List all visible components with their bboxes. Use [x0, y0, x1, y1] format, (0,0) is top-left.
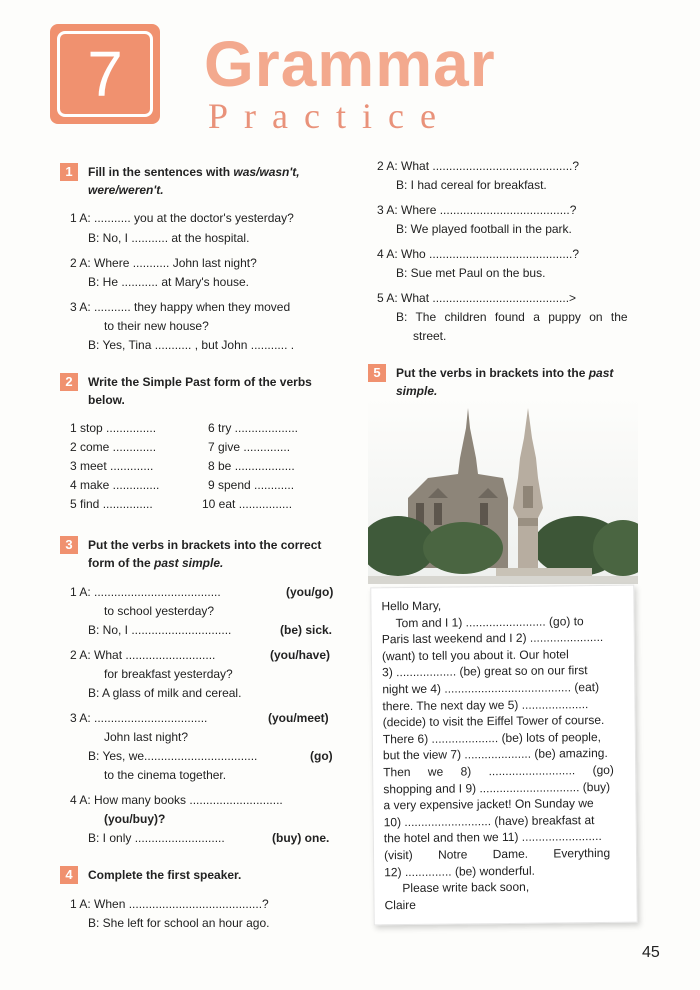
ex3-line: 3 A: ..................................	[70, 711, 208, 725]
ex3-instr-c: past simple.	[154, 556, 224, 570]
letter-line: 12) .............. (be) wonderful.	[384, 863, 536, 879]
letter-body	[381, 596, 622, 914]
exercise-1-instruction	[88, 163, 338, 199]
ex3-line: to the cinema together.	[104, 768, 227, 782]
ex2-item: 3 meet .............	[70, 459, 154, 473]
exercise-2-instruction	[88, 373, 338, 409]
ex3-line: John last night?	[104, 730, 189, 744]
letter-line: a very expensive jacket! On Sunday we	[383, 796, 594, 813]
ex1-instr-c: were/weren't.	[88, 183, 164, 197]
exercise-5-number: 5	[368, 364, 386, 382]
letter-line: (visit) Notre Dame. Everything	[383, 845, 611, 863]
ex3-line: B: A glass of milk and cereal.	[88, 686, 242, 700]
ex1-line: to their new house?	[104, 319, 209, 333]
ex3-line: B: Yes, we..................................	[88, 749, 258, 763]
letter-line: 3) .................. (be) great so on our first	[382, 663, 588, 680]
letter-line: shopping and I 9) .............................. (buy)	[383, 779, 611, 796]
ex3-verb: (you/have)	[270, 648, 331, 662]
letter-greeting: Hello Mary,	[381, 598, 442, 614]
letter-line: 10) .......................... (have) breakfast at	[383, 812, 595, 829]
letter-line: There 6) .................... (be) lots of people,	[382, 729, 601, 747]
ex1-line: 3 A: ........... they happy when they moved	[70, 300, 291, 314]
ex4-line: street.	[413, 329, 447, 343]
page-number: 45	[642, 944, 660, 961]
ex5-instr-c: simple.	[396, 384, 438, 398]
ex1-line: B: No, I ........... at the hospital.	[88, 231, 250, 245]
ex3-line: 4 A: How many books ............................	[70, 793, 283, 807]
exercise-3-number: 3	[60, 536, 78, 554]
exercise-4-instruction: Complete the first speaker.	[88, 868, 242, 882]
letter-line: night we 4) ...................................... (eat)	[382, 679, 600, 697]
ex2-item: 9 spend ............	[208, 478, 295, 492]
ex2-item: 5 find ...............	[70, 497, 153, 511]
ex3-verb: (you/buy)?	[104, 812, 166, 826]
ex1-line: B: He ........... at Mary's house.	[88, 275, 250, 289]
ex2-item: 8 be ..................	[208, 459, 295, 473]
letter-closing: Please write back soon,	[402, 879, 530, 896]
letter-line: Paris last weekend and I 2) ......................	[381, 630, 604, 647]
ex1-line: B: Yes, Tina ........... , but John ........... .	[88, 338, 295, 352]
ex4-line: B: Sue met Paul on the bus.	[396, 266, 546, 280]
ex2-item: 2 come .............	[70, 440, 157, 454]
letter-line: but the view 7) .................... (be) amazing.	[382, 746, 608, 763]
ex4-line: 4 A: Who ...........................................?	[377, 247, 580, 261]
ex3-verb: (you/meet)	[268, 711, 329, 725]
ex5-instr-b: past	[588, 366, 614, 380]
unit-number: 7	[57, 31, 153, 117]
ex2-instr-b: below.	[88, 393, 125, 407]
ex2-item: 6 try ...................	[208, 421, 299, 435]
ex2-instr-a: Write the Simple Past form of the verbs	[88, 375, 312, 389]
ex5-instr-a: Put the verbs in brackets into the	[396, 366, 589, 380]
letter-line: Tom and I 1) ........................ (go) to	[395, 613, 584, 630]
ex1-line: 2 A: Where ........... John last night?	[70, 256, 257, 270]
ex3-verb: (buy) one.	[272, 831, 330, 845]
exercise-4-number: 4	[60, 866, 78, 884]
ex3-line: 2 A: What ...........................	[70, 648, 216, 662]
ex3-line: for breakfast yesterday?	[104, 667, 233, 681]
ex4-line: B: We played football in the park.	[396, 222, 572, 236]
ex1-line: 1 A: ........... you at the doctor's yesterday?	[70, 211, 294, 225]
letter-line: (want) to tell you about it. Our hotel	[381, 647, 569, 664]
letter-line: (decide) to visit the Eiffel Tower of course.	[382, 713, 605, 730]
page-subtitle: Practice	[208, 96, 452, 136]
ex3-line: B: No, I ..............................	[88, 623, 232, 637]
exercise-1-number: 1	[60, 163, 78, 181]
ex1-instr-a: Fill in the sentences with	[88, 165, 234, 179]
ex4-line: B: I had cereal for breakfast.	[396, 178, 547, 192]
ex4-line: 1 A: When ........................................?	[70, 897, 269, 911]
letter-signature: Claire	[384, 897, 416, 912]
exercise-5-instruction	[396, 364, 636, 400]
ex2-item: 4 make ..............	[70, 478, 160, 492]
letter-line: the hotel and then we 11) ........................	[383, 829, 602, 846]
exercise-2-number: 2	[60, 373, 78, 391]
ex3-line: 1 A: ......................................	[70, 585, 221, 599]
unit-number-badge	[50, 24, 160, 124]
ex3-line: B: I only ...........................	[88, 831, 225, 845]
ex1-instr-b: was/wasn't,	[233, 165, 300, 179]
ex4-line: 3 A: Where .......................................?	[377, 203, 577, 217]
ex3-verb: (you/go)	[286, 585, 334, 599]
ex3-verb: (go)	[310, 749, 333, 763]
page-title: Grammar	[204, 28, 496, 100]
exercise-3-instruction	[88, 536, 348, 572]
letter-line: Then we 8) .......................... (go)	[383, 762, 614, 780]
ex2-item: 1 stop ...............	[70, 421, 157, 435]
ex4-line: 2 A: What ..........................................?	[377, 159, 580, 173]
ex3-instr-b: form of the	[88, 556, 154, 570]
ex3-instr-a: Put the verbs in brackets into the correct	[88, 538, 322, 552]
ex4-line: 5 A: What .........................................>	[377, 291, 577, 305]
ex4-line: B: She left for school an hour ago.	[88, 916, 270, 930]
letter-card	[370, 585, 638, 926]
ex3-verb: (be) sick.	[280, 623, 333, 637]
ex4-line: B: The children found a puppy on the	[396, 310, 628, 324]
ex2-item: 7 give ..............	[208, 440, 291, 454]
ex2-item: 10 eat ................	[202, 497, 293, 511]
letter-line: there. The next day we 5) ....................	[382, 696, 589, 713]
notre-dame-illustration	[368, 398, 638, 584]
ex3-line: to school yesterday?	[104, 604, 215, 618]
